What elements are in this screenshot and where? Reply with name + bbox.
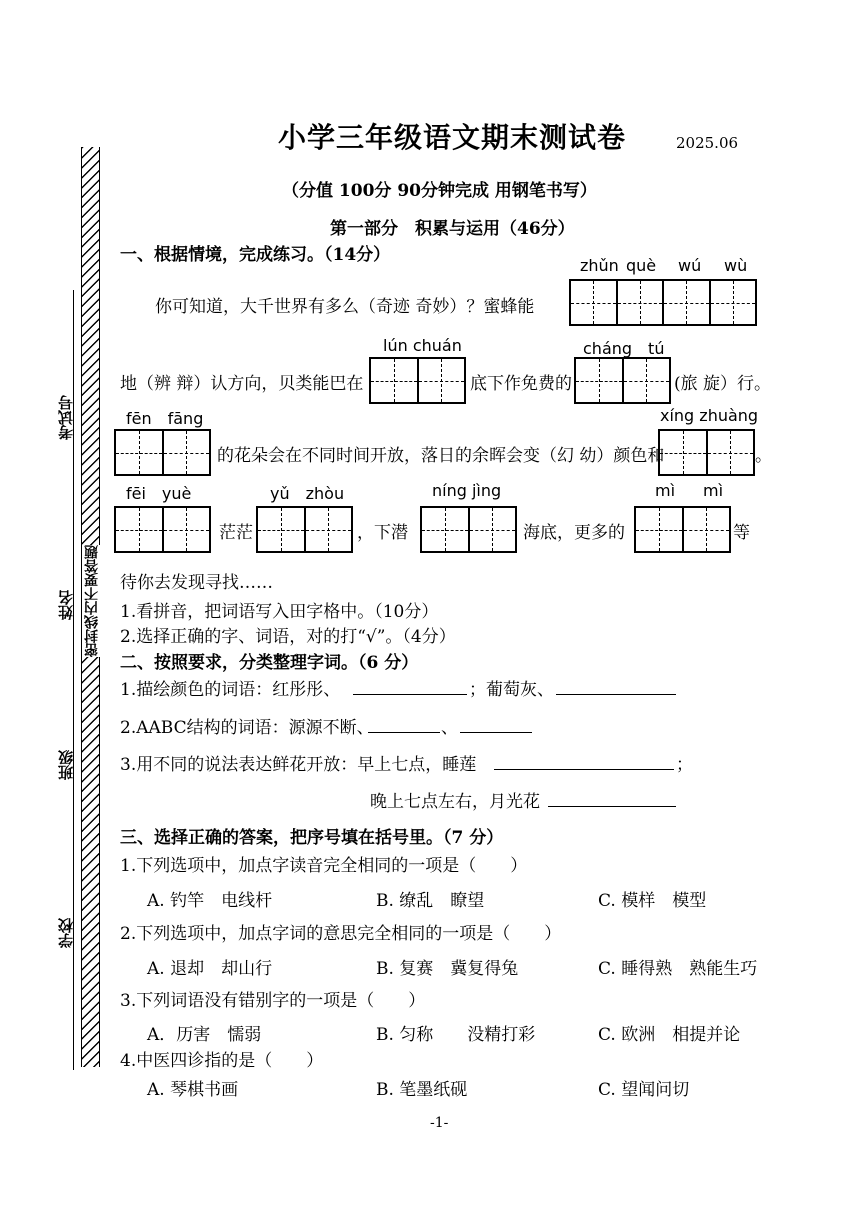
section3-q1-option-b: B. 缭乱 瞭望 — [376, 891, 485, 911]
blank-aabc-2[interactable] — [460, 731, 532, 733]
section3-q2-option-a: A. 退却 却山行 — [147, 959, 273, 979]
label-name: 姓名 — [57, 590, 75, 620]
page-title: 小学三年级语文期末测试卷 — [278, 121, 627, 154]
blank-color-word-2[interactable] — [556, 693, 676, 695]
section2-q3a: 3.用不同的说法表达鲜花开放：早上七点，睡莲 — [120, 755, 477, 775]
section2-q2b: 、 — [441, 718, 458, 738]
section2-q3c: 晚上七点左右，月光花 — [370, 792, 540, 812]
section2-q1a: 1.描绘颜色的词语：红彤彤、 — [120, 680, 341, 700]
passage-line-2b: 底下作免费的 — [470, 374, 572, 394]
section3-q4-option-a: A. 琴棋书画 — [147, 1080, 239, 1100]
passage-line-2a: 地（辨 辩）认方向，贝类能巴在 — [120, 374, 364, 394]
passage-line-3: 的花朵会在不同时间开放，落日的余晖会变（幻 幼）颜色和 — [217, 446, 665, 466]
section3-q2: 2.下列选项中，加点字词的意思完全相同的一项是（ ） — [120, 924, 562, 944]
writing-grid-fenfang[interactable] — [114, 429, 211, 476]
writing-grid-mimi[interactable] — [634, 506, 731, 553]
section3-q4-option-b: B. 笔墨纸砚 — [376, 1080, 468, 1100]
section3-q3: 3.下列词语没有错别字的一项是（ ） — [120, 991, 426, 1011]
label-class: 班级 — [57, 750, 75, 780]
section3-q3-option-a: A．历害 懦弱 — [147, 1025, 262, 1045]
pinyin-que: què — [626, 256, 657, 275]
section1-q1: 1.看拼音，把词语写入田字格中。（10分） — [120, 602, 439, 622]
passage-line-4b: ，下潜 — [357, 523, 408, 543]
writing-grid-zhunque-wuwu[interactable] — [569, 279, 757, 326]
section2-q2a: 2.AABC结构的词语：源源不断、 — [120, 718, 374, 738]
section3-q3-option-c: C. 欧洲 相提并论 — [598, 1025, 741, 1045]
pinyin-xingzhuang: xíng zhuàng — [660, 406, 759, 425]
section1-heading: 一、根据情境，完成练习。（14分） — [120, 245, 391, 265]
pinyin-wu1: wú — [678, 256, 702, 275]
passage-line-2c: (旅 旋）行。 — [674, 374, 772, 394]
label-school: 学校 — [57, 918, 75, 948]
writing-grid-ningjing[interactable] — [420, 506, 517, 553]
section3-q3-option-b: B. 匀称 没精打彩 — [376, 1025, 536, 1045]
section2-q1b: ；葡萄灰、 — [469, 680, 554, 700]
exam-date: 2025.06 — [676, 134, 739, 152]
pinyin-mi2: mì — [703, 481, 724, 500]
label-exam-no: 考试号 — [57, 395, 75, 440]
passage-line-4c: 海底，更多的 — [523, 523, 625, 543]
pinyin-lunchuan: lún chuán — [383, 336, 462, 355]
blank-color-word-1[interactable] — [353, 693, 467, 695]
pinyin-wu2: wù — [724, 256, 748, 275]
writing-grid-feiyue[interactable] — [114, 506, 211, 553]
section3-q2-option-b: B. 复赛 冀复得兔 — [376, 959, 519, 979]
section3-q4-option-c: C. 望闻问切 — [598, 1080, 690, 1100]
pinyin-mi1: mì — [655, 481, 676, 500]
pinyin-zhun: zhǔn — [580, 256, 619, 275]
pinyin-changtu: cháng tú — [583, 339, 665, 358]
page-number: -1- — [430, 1115, 449, 1131]
writing-grid-lunchuan[interactable] — [369, 357, 466, 404]
blank-aabc-1[interactable] — [368, 731, 440, 733]
exam-subtitle: （分值 100分 90分钟完成 用钢笔书写） — [282, 181, 597, 201]
section3-q1-option-a: A. 钓竿 电线杆 — [147, 891, 273, 911]
section3-q2-option-c: C. 睡得熟 熟能生巧 — [598, 959, 758, 979]
passage-line-5: 待你去发现寻找…… — [120, 573, 273, 593]
passage-line-4d: 等 — [733, 523, 750, 543]
pinyin-feiyue: fēi yuè — [126, 484, 192, 503]
writing-grid-xingzhuang[interactable] — [658, 429, 755, 476]
section3-q1-option-c: C. 模样 模型 — [598, 891, 707, 911]
seal-notice: 密封线内不要答题 — [84, 545, 100, 657]
part-title: 第一部分 积累与运用（46分） — [330, 219, 575, 239]
passage-line-4a: 茫茫 — [219, 523, 253, 543]
section3-q1: 1.下列选项中，加点字读音完全相同的一项是（ ） — [120, 856, 528, 876]
writing-grid-changtu[interactable] — [574, 357, 671, 404]
passage-line-3-end: 。 — [755, 446, 772, 466]
section3-q4: 4.中医四诊指的是（ ） — [120, 1051, 324, 1071]
section2-heading: 二、按照要求，分类整理字词。（6 分） — [120, 653, 419, 673]
writing-grid-yuzhou[interactable] — [256, 506, 353, 553]
section2-q3b: ； — [676, 755, 693, 775]
passage-line-1: 你可知道，大千世界有多么（奇迹 奇妙）？蜜蜂能 — [155, 297, 535, 317]
pinyin-yuzhou: yǔ zhòu — [270, 484, 345, 503]
pinyin-fenfang: fēn fāng — [126, 409, 204, 428]
section3-heading: 三、选择正确的答案，把序号填在括号里。（7 分） — [120, 828, 504, 848]
section1-q2: 2.选择正确的字、词语，对的打“√”。（4分） — [120, 627, 456, 647]
pinyin-ningjing: níng jìng — [432, 481, 502, 500]
blank-morning-bloom[interactable] — [494, 768, 674, 770]
blank-evening-bloom[interactable] — [548, 805, 676, 807]
